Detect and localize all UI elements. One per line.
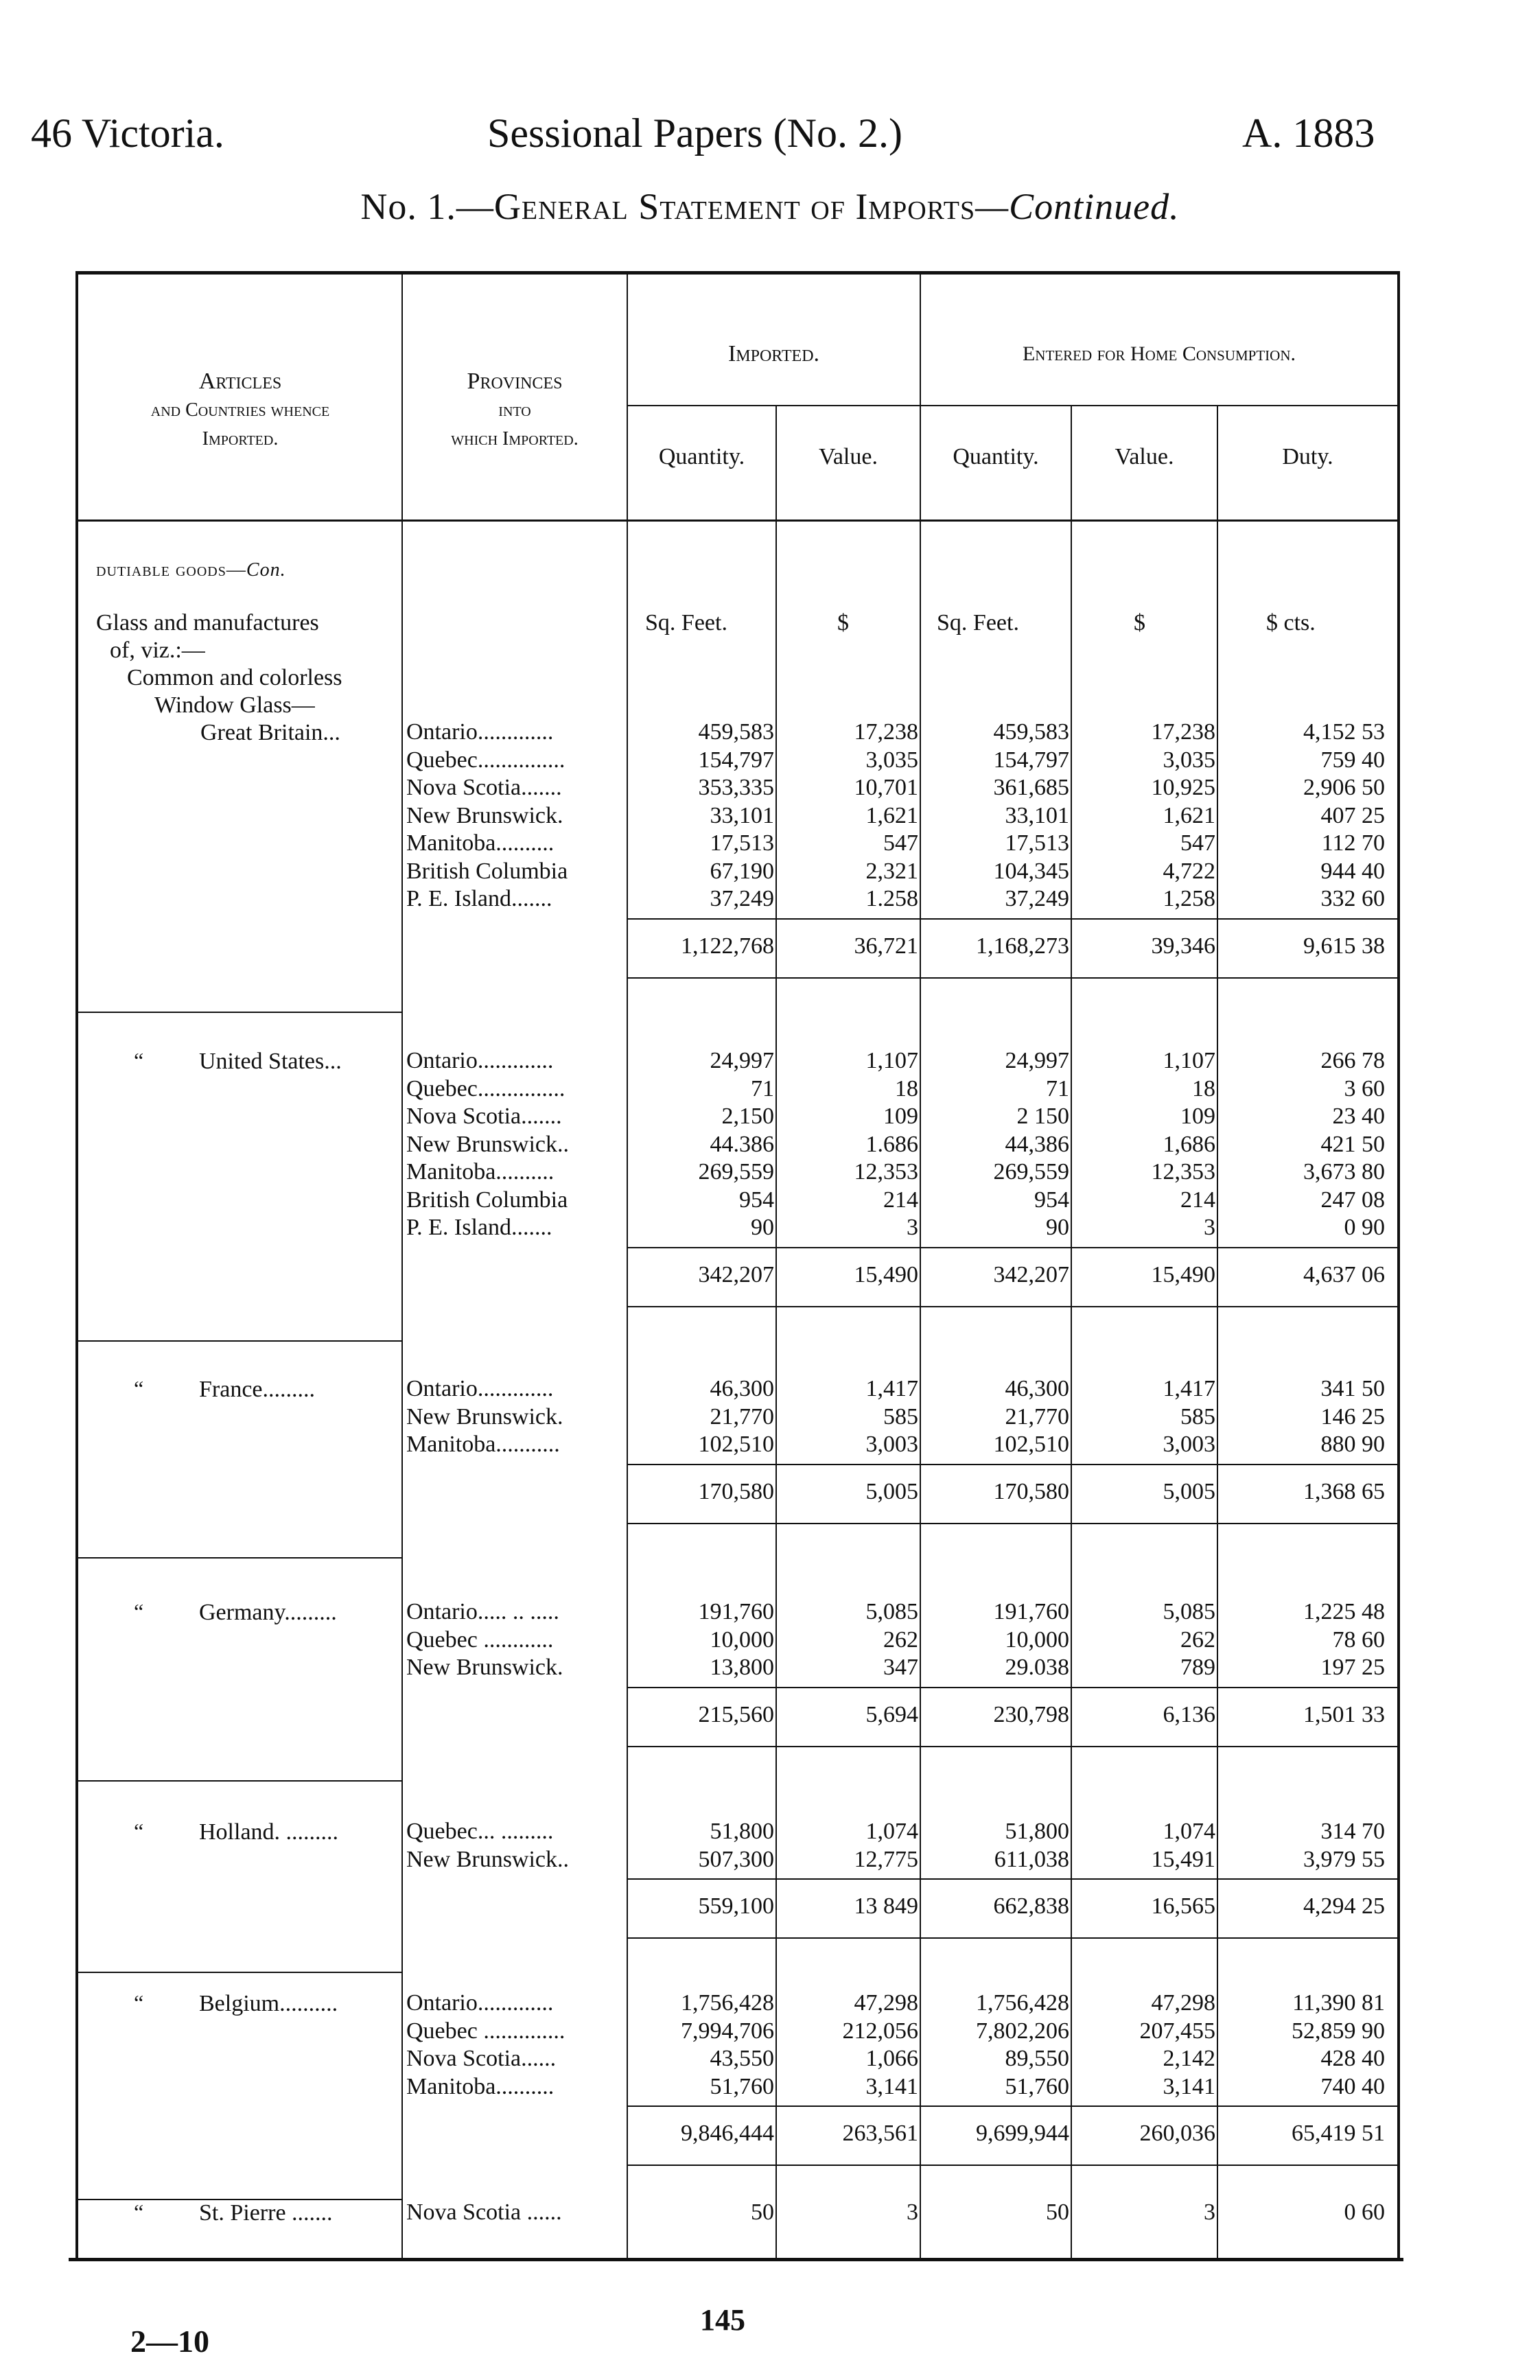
total-cell: 342,207 bbox=[698, 1261, 774, 1287]
group-rule bbox=[628, 405, 1400, 406]
total-cell: 260,036 bbox=[1139, 2121, 1215, 2146]
country-label: Holland. ......... bbox=[199, 1819, 339, 1845]
value-cell: 15,491 bbox=[1151, 1846, 1215, 1872]
header-volume: 46 Victoria. bbox=[31, 110, 224, 156]
province-cell: New Brunswick. bbox=[406, 1403, 563, 1430]
value-cell: 50 bbox=[1046, 2200, 1069, 2225]
value-cell: 2,142 bbox=[1163, 2046, 1215, 2071]
col-articles-line3: Imported. bbox=[202, 428, 279, 450]
col-provinces-line2: into bbox=[498, 399, 531, 421]
col-header-quantity: Quantity. bbox=[658, 444, 745, 469]
value-cell: 459,583 bbox=[993, 719, 1069, 745]
province-cell: New Brunswick. bbox=[406, 1655, 563, 1680]
col-provinces-line1: Provinces bbox=[467, 369, 563, 394]
total-cell: 170,580 bbox=[698, 1478, 774, 1504]
col-header-articles bbox=[79, 367, 401, 454]
value-cell: 51,800 bbox=[710, 1819, 774, 1844]
col-header-value2: Value. bbox=[1115, 444, 1174, 469]
value-cell: 459,583 bbox=[698, 719, 774, 745]
border-left bbox=[75, 271, 78, 2261]
value-cell: 17,513 bbox=[1005, 830, 1069, 856]
value-cell: 1.258 bbox=[865, 886, 918, 911]
value-cell: 1,074 bbox=[865, 1819, 918, 1844]
value-cell: 3,003 bbox=[1163, 1432, 1215, 1457]
rule-value bbox=[920, 275, 921, 2258]
total-cell: 4,294 25 bbox=[1303, 1893, 1385, 1919]
subtotal-rule bbox=[627, 1687, 1397, 1688]
value-cell: 954 bbox=[739, 1187, 774, 1213]
article-line-2: of, viz.:— bbox=[110, 638, 205, 663]
value-cell: 12,353 bbox=[1151, 1159, 1215, 1185]
col-articles-line2: and Countries whence bbox=[150, 399, 330, 421]
value-cell: 266 78 bbox=[1320, 1048, 1385, 1073]
value-cell: 17,238 bbox=[1151, 719, 1215, 745]
group-separator bbox=[75, 1340, 401, 1342]
unit-value2: $ bbox=[1134, 610, 1145, 635]
value-cell: 1,225 48 bbox=[1303, 1599, 1385, 1624]
value-cell: 1,258 bbox=[1163, 886, 1215, 911]
value-cell: 1,686 bbox=[1163, 1131, 1215, 1157]
rule-quantity2 bbox=[1071, 406, 1072, 2258]
total-cell: 1,122,768 bbox=[681, 933, 774, 959]
section-label-italic: Con. bbox=[246, 559, 286, 581]
value-cell: 33,101 bbox=[710, 802, 774, 828]
ditto-mark: “ bbox=[134, 1990, 144, 2015]
province-cell: New Brunswick.. bbox=[406, 1131, 570, 1157]
header-sessional-papers: Sessional Papers (No. 2.) bbox=[487, 110, 902, 156]
value-cell: 3,141 bbox=[865, 2073, 918, 2099]
group-separator bbox=[75, 1780, 401, 1782]
country-label: St. Pierre ....... bbox=[199, 2200, 333, 2226]
value-cell: 112 70 bbox=[1321, 830, 1385, 856]
ditto-mark: “ bbox=[134, 1599, 144, 1624]
value-cell: 1,621 bbox=[865, 802, 918, 828]
value-cell: 944 40 bbox=[1320, 858, 1385, 884]
value-cell: 47,298 bbox=[1151, 1990, 1215, 2016]
subtotal-rule bbox=[627, 1878, 1397, 1880]
value-cell: 52,859 90 bbox=[1292, 2018, 1385, 2044]
province-cell: Ontario............. bbox=[406, 1990, 554, 2016]
value-cell: 212,056 bbox=[842, 2018, 918, 2044]
subtotal-rule bbox=[627, 918, 1397, 920]
value-cell: 2,150 bbox=[721, 1104, 774, 1129]
total-cell: 39,346 bbox=[1151, 933, 1215, 959]
value-cell: 21,770 bbox=[710, 1403, 774, 1430]
province-cell: Quebec............... bbox=[406, 1075, 565, 1101]
province-cell: Quebec... ......... bbox=[406, 1819, 554, 1844]
value-cell: 585 bbox=[1180, 1403, 1215, 1430]
rule-articles bbox=[401, 275, 403, 2258]
value-cell: 11,390 81 bbox=[1292, 1990, 1385, 2016]
value-cell: 314 70 bbox=[1320, 1819, 1385, 1844]
province-cell: Nova Scotia ...... bbox=[406, 2200, 562, 2225]
total-cell: 1,501 33 bbox=[1303, 1701, 1385, 1727]
value-cell: 3,979 55 bbox=[1303, 1846, 1385, 1872]
total-rule bbox=[627, 1306, 1397, 1307]
col-header-imported: Imported. bbox=[727, 341, 820, 366]
value-cell: 24,997 bbox=[1005, 1048, 1069, 1073]
total-cell: 9,846,444 bbox=[681, 2121, 774, 2146]
value-cell: 214 bbox=[1180, 1187, 1215, 1213]
value-cell: 47,298 bbox=[854, 1990, 918, 2016]
value-cell: 5,085 bbox=[865, 1599, 918, 1624]
province-cell: Nova Scotia....... bbox=[406, 775, 562, 800]
value-cell: 1,417 bbox=[1163, 1376, 1215, 1401]
value-cell: 1,074 bbox=[1163, 1819, 1215, 1844]
value-cell: 7,994,706 bbox=[681, 2018, 774, 2044]
total-cell: 15,490 bbox=[854, 1261, 918, 1287]
value-cell: 18 bbox=[1192, 1075, 1215, 1101]
value-cell: 67,190 bbox=[710, 858, 774, 884]
total-cell: 1,168,273 bbox=[976, 933, 1069, 959]
value-cell: 1,417 bbox=[865, 1376, 918, 1401]
value-cell: 3,035 bbox=[865, 747, 918, 773]
value-cell: 262 bbox=[1180, 1626, 1215, 1653]
value-cell: 332 60 bbox=[1320, 886, 1385, 911]
value-cell: 104,345 bbox=[993, 858, 1069, 884]
rule-quantity bbox=[775, 406, 777, 2258]
value-cell: 2 150 bbox=[1016, 1104, 1069, 1129]
col-header-quantity2: Quantity. bbox=[953, 444, 1039, 469]
value-cell: 3 bbox=[907, 2200, 918, 2225]
province-cell: Ontario..... .. ..... bbox=[406, 1599, 559, 1624]
value-cell: 585 bbox=[883, 1403, 918, 1430]
total-cell: 9,615 38 bbox=[1303, 933, 1385, 959]
country-label: Belgium.......... bbox=[199, 1991, 338, 2016]
value-cell: 102,510 bbox=[698, 1432, 774, 1457]
province-cell: New Brunswick. bbox=[406, 802, 563, 828]
col-articles-line1: Articles bbox=[198, 369, 282, 394]
section-label bbox=[96, 559, 286, 581]
value-cell: 71 bbox=[751, 1075, 774, 1101]
value-cell: 197 25 bbox=[1320, 1655, 1385, 1680]
total-cell: 5,005 bbox=[865, 1478, 918, 1504]
province-cell: British Columbia bbox=[406, 1187, 568, 1213]
value-cell: 1,066 bbox=[865, 2046, 918, 2071]
value-cell: 146 25 bbox=[1320, 1403, 1385, 1430]
value-cell: 269,559 bbox=[993, 1159, 1069, 1185]
value-cell: 191,760 bbox=[993, 1599, 1069, 1624]
value-cell: 10,000 bbox=[710, 1626, 774, 1653]
title-prefix: No. 1.— bbox=[360, 186, 494, 227]
total-rule bbox=[627, 1937, 1397, 1939]
footer-signature: 2—10 bbox=[130, 2324, 209, 2359]
unit-value: $ bbox=[837, 610, 849, 635]
value-cell: 3,035 bbox=[1163, 747, 1215, 773]
total-cell: 559,100 bbox=[698, 1893, 774, 1919]
value-cell: 17,238 bbox=[854, 719, 918, 745]
header-year: A. 1883 bbox=[1242, 110, 1375, 156]
total-rule bbox=[627, 1523, 1397, 1524]
total-cell: 4,637 06 bbox=[1303, 1261, 1385, 1287]
value-cell: 3 60 bbox=[1344, 1075, 1385, 1101]
value-cell: 10,701 bbox=[854, 775, 918, 800]
total-cell: 65,419 51 bbox=[1292, 2121, 1385, 2146]
value-cell: 4,722 bbox=[1163, 858, 1215, 884]
country-label: Germany......... bbox=[199, 1600, 337, 1625]
total-cell: 6,136 bbox=[1163, 1701, 1215, 1727]
value-cell: 191,760 bbox=[698, 1599, 774, 1624]
total-cell: 15,490 bbox=[1151, 1261, 1215, 1287]
province-cell: Nova Scotia....... bbox=[406, 1104, 562, 1129]
value-cell: 428 40 bbox=[1320, 2046, 1385, 2071]
value-cell: 7,802,206 bbox=[976, 2018, 1069, 2044]
total-cell: 16,565 bbox=[1151, 1893, 1215, 1919]
value-cell: 3 bbox=[1204, 2200, 1215, 2225]
total-cell: 36,721 bbox=[854, 933, 918, 959]
col-header-value: Value. bbox=[819, 444, 878, 469]
value-cell: 109 bbox=[883, 1104, 918, 1129]
page-number: 145 bbox=[700, 2303, 745, 2337]
value-cell: 247 08 bbox=[1320, 1187, 1385, 1213]
subtotal-rule bbox=[627, 1247, 1397, 1248]
unit-duty: $ cts. bbox=[1266, 610, 1316, 635]
article-line-4: Window Glass— bbox=[154, 692, 315, 718]
value-cell: 10,925 bbox=[1151, 775, 1215, 800]
total-cell: 263,561 bbox=[842, 2121, 918, 2146]
value-cell: 46,300 bbox=[710, 1376, 774, 1401]
total-cell: 9,699,944 bbox=[976, 2121, 1069, 2146]
page-title bbox=[0, 185, 1540, 228]
province-cell: Manitoba.......... bbox=[406, 1159, 555, 1185]
total-cell: 13 849 bbox=[854, 1893, 918, 1919]
rule-provinces bbox=[627, 275, 628, 2258]
value-cell: 1,756,428 bbox=[976, 1990, 1069, 2016]
province-cell: British Columbia bbox=[406, 858, 568, 884]
country-label: Great Britain... bbox=[200, 720, 340, 745]
border-right bbox=[1397, 271, 1400, 2261]
value-cell: 102,510 bbox=[993, 1432, 1069, 1457]
group-separator bbox=[75, 1972, 401, 1973]
col-header-provinces bbox=[403, 367, 627, 454]
col-header-duty: Duty. bbox=[1282, 444, 1333, 469]
value-cell: 37,249 bbox=[710, 886, 774, 911]
total-cell: 215,560 bbox=[698, 1701, 774, 1727]
value-cell: 1.686 bbox=[865, 1131, 918, 1157]
value-cell: 154,797 bbox=[993, 747, 1069, 773]
unit-quantity2: Sq. Feet. bbox=[937, 610, 1019, 635]
value-cell: 507,300 bbox=[698, 1846, 774, 1872]
value-cell: 78 60 bbox=[1332, 1626, 1385, 1653]
value-cell: 789 bbox=[1180, 1655, 1215, 1680]
value-cell: 46,300 bbox=[1005, 1376, 1069, 1401]
total-cell: 5,005 bbox=[1163, 1478, 1215, 1504]
value-cell: 1,107 bbox=[865, 1048, 918, 1073]
value-cell: 341 50 bbox=[1320, 1376, 1385, 1401]
value-cell: 347 bbox=[883, 1655, 918, 1680]
total-cell: 662,838 bbox=[993, 1893, 1069, 1919]
ditto-mark: “ bbox=[134, 1048, 144, 1073]
value-cell: 21,770 bbox=[1005, 1403, 1069, 1430]
col-header-entered: Entered for Home Consumption. bbox=[1022, 342, 1296, 365]
table-top-rule bbox=[75, 271, 1400, 275]
province-cell: Nova Scotia...... bbox=[406, 2046, 557, 2071]
value-cell: 37,249 bbox=[1005, 886, 1069, 911]
total-cell: 1,368 65 bbox=[1303, 1478, 1385, 1504]
value-cell: 4,152 53 bbox=[1303, 719, 1385, 745]
table-bottom-rule bbox=[69, 2258, 1403, 2261]
value-cell: 3,673 80 bbox=[1303, 1159, 1385, 1185]
subtotal-rule bbox=[627, 2105, 1397, 2107]
title-main: General Statement of Imports bbox=[493, 186, 976, 227]
country-label: United States... bbox=[199, 1049, 342, 1074]
province-cell: Manitoba........... bbox=[406, 1432, 560, 1457]
subtotal-rule bbox=[627, 1464, 1397, 1465]
country-label: France......... bbox=[199, 1377, 316, 1402]
value-cell: 109 bbox=[1180, 1104, 1215, 1129]
value-cell: 89,550 bbox=[1005, 2046, 1069, 2071]
value-cell: 547 bbox=[1180, 830, 1215, 856]
value-cell: 0 90 bbox=[1344, 1215, 1385, 1240]
value-cell: 0 60 bbox=[1344, 2200, 1385, 2225]
value-cell: 262 bbox=[883, 1626, 918, 1653]
value-cell: 2,906 50 bbox=[1303, 775, 1385, 800]
province-cell: P. E. Island....... bbox=[406, 1215, 552, 1240]
value-cell: 207,455 bbox=[1139, 2018, 1215, 2044]
value-cell: 1,756,428 bbox=[681, 1990, 774, 2016]
value-cell: 12,775 bbox=[854, 1846, 918, 1872]
value-cell: 29.038 bbox=[1005, 1655, 1069, 1680]
value-cell: 214 bbox=[883, 1187, 918, 1213]
value-cell: 269,559 bbox=[698, 1159, 774, 1185]
ditto-mark: “ bbox=[134, 1819, 144, 1843]
value-cell: 90 bbox=[1046, 1215, 1069, 1240]
value-cell: 547 bbox=[883, 830, 918, 856]
value-cell: 2,321 bbox=[865, 858, 918, 884]
value-cell: 18 bbox=[895, 1075, 918, 1101]
value-cell: 10,000 bbox=[1005, 1626, 1069, 1653]
value-cell: 43,550 bbox=[710, 2046, 774, 2071]
province-cell: Ontario............. bbox=[406, 1048, 554, 1073]
total-cell: 230,798 bbox=[993, 1701, 1069, 1727]
value-cell: 13,800 bbox=[710, 1655, 774, 1680]
group-separator bbox=[75, 1557, 401, 1559]
value-cell: 44,386 bbox=[1005, 1131, 1069, 1157]
rule-value2 bbox=[1217, 406, 1218, 2258]
value-cell: 71 bbox=[1046, 1075, 1069, 1101]
ditto-mark: “ bbox=[134, 1376, 144, 1401]
header-bottom-rule bbox=[75, 520, 1400, 522]
value-cell: 3,141 bbox=[1163, 2073, 1215, 2099]
value-cell: 33,101 bbox=[1005, 802, 1069, 828]
unit-quantity: Sq. Feet. bbox=[645, 610, 727, 635]
value-cell: 12,353 bbox=[854, 1159, 918, 1185]
total-cell: 342,207 bbox=[993, 1261, 1069, 1287]
value-cell: 740 40 bbox=[1320, 2073, 1385, 2099]
value-cell: 3,003 bbox=[865, 1432, 918, 1457]
province-cell: Quebec............... bbox=[406, 747, 565, 773]
value-cell: 3 bbox=[907, 1215, 918, 1240]
value-cell: 51,760 bbox=[1005, 2073, 1069, 2099]
province-cell: P. E. Island....... bbox=[406, 886, 552, 911]
article-line-3: Common and colorless bbox=[127, 665, 342, 690]
value-cell: 611,038 bbox=[994, 1846, 1069, 1872]
title-suffix: —Continued. bbox=[975, 186, 1180, 227]
total-rule bbox=[627, 977, 1397, 979]
province-cell: Quebec .............. bbox=[406, 2018, 565, 2044]
value-cell: 3 bbox=[1204, 1215, 1215, 1240]
value-cell: 154,797 bbox=[698, 747, 774, 773]
value-cell: 407 25 bbox=[1320, 802, 1385, 828]
total-cell: 170,580 bbox=[993, 1478, 1069, 1504]
value-cell: 50 bbox=[751, 2200, 774, 2225]
total-rule bbox=[627, 2165, 1397, 2166]
total-rule bbox=[627, 1746, 1397, 1747]
value-cell: 954 bbox=[1034, 1187, 1069, 1213]
value-cell: 44.386 bbox=[710, 1131, 774, 1157]
province-cell: Quebec ............ bbox=[406, 1626, 554, 1653]
ditto-mark: “ bbox=[134, 2200, 144, 2224]
col-provinces-line3: which Imported. bbox=[451, 428, 579, 450]
value-cell: 5,085 bbox=[1163, 1599, 1215, 1624]
province-cell: Ontario............. bbox=[406, 1376, 554, 1401]
value-cell: 17,513 bbox=[710, 830, 774, 856]
province-cell: New Brunswick.. bbox=[406, 1846, 570, 1872]
section-label-text: dutiable goods— bbox=[96, 559, 246, 581]
value-cell: 880 90 bbox=[1320, 1432, 1385, 1457]
total-cell: 5,694 bbox=[865, 1701, 918, 1727]
group-separator bbox=[75, 1012, 401, 1013]
province-cell: Manitoba.......... bbox=[406, 2073, 555, 2099]
value-cell: 90 bbox=[751, 1215, 774, 1240]
value-cell: 1,621 bbox=[1163, 802, 1215, 828]
article-line-1: Glass and manufactures bbox=[96, 610, 319, 635]
value-cell: 361,685 bbox=[993, 775, 1069, 800]
value-cell: 353,335 bbox=[698, 775, 774, 800]
province-cell: Ontario............. bbox=[406, 719, 554, 745]
province-cell: Manitoba.......... bbox=[406, 830, 555, 856]
value-cell: 51,760 bbox=[710, 2073, 774, 2099]
value-cell: 421 50 bbox=[1320, 1131, 1385, 1157]
value-cell: 759 40 bbox=[1320, 747, 1385, 773]
value-cell: 24,997 bbox=[710, 1048, 774, 1073]
value-cell: 1,107 bbox=[1163, 1048, 1215, 1073]
value-cell: 23 40 bbox=[1332, 1104, 1385, 1129]
value-cell: 51,800 bbox=[1005, 1819, 1069, 1844]
